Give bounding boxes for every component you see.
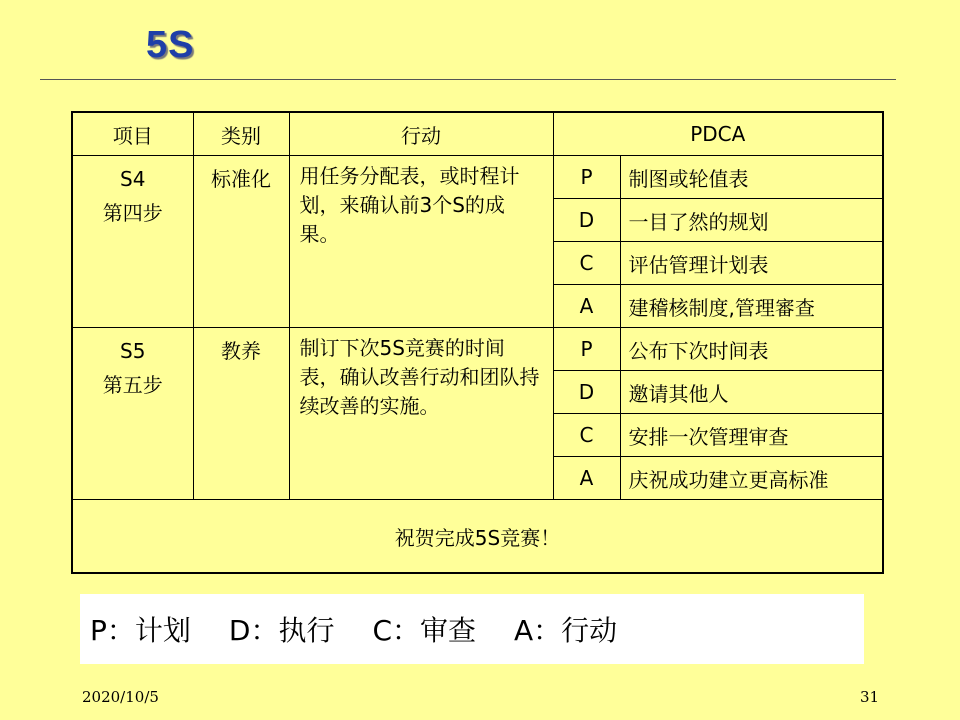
table-footer-row bbox=[72, 500, 883, 574]
legend-item: A：行动 bbox=[514, 614, 618, 647]
legend-item: D：执行 bbox=[228, 614, 335, 647]
pdca-letter: C bbox=[553, 242, 620, 285]
pdca-desc: 一目了然的规划 bbox=[620, 199, 883, 242]
pdca-letter: A bbox=[553, 457, 620, 500]
pdca-desc: 建稽核制度,管理審查 bbox=[620, 285, 883, 328]
table-footer-text: 祝贺完成5S竞赛！ bbox=[72, 500, 883, 574]
pdca-letter: P bbox=[553, 328, 620, 371]
slide-title: 5S bbox=[146, 24, 195, 66]
pdca-letter: P bbox=[553, 156, 620, 199]
footer-date: 2020/10/5 bbox=[82, 688, 159, 706]
item-step: 第四步 bbox=[102, 201, 163, 225]
action-cell: 用任务分配表，或时程计划，来确认前3个S的成果。 bbox=[289, 156, 553, 328]
item-code: S4 bbox=[120, 167, 146, 191]
pdca-legend bbox=[80, 594, 864, 664]
header-pdca: PDCA bbox=[553, 112, 883, 156]
legend-item: P：计划 bbox=[90, 614, 191, 647]
pdca-table bbox=[71, 111, 884, 574]
item-cell bbox=[72, 156, 193, 328]
pdca-desc: 制图或轮值表 bbox=[620, 156, 883, 199]
pdca-desc: 公布下次时间表 bbox=[620, 328, 883, 371]
item-step: 第五步 bbox=[102, 373, 163, 397]
category-cell: 教养 bbox=[193, 328, 289, 500]
header-action: 行动 bbox=[289, 112, 553, 156]
title-divider bbox=[40, 79, 896, 80]
pdca-letter: D bbox=[553, 371, 620, 414]
pdca-letter: A bbox=[553, 285, 620, 328]
table-row bbox=[72, 156, 883, 199]
table-header-row bbox=[72, 112, 883, 156]
item-cell bbox=[72, 328, 193, 500]
legend-item: C：审查 bbox=[372, 614, 477, 647]
action-cell: 制订下次5S竞赛的时间表，确认改善行动和团队持续改善的实施。 bbox=[289, 328, 553, 500]
pdca-letter: D bbox=[553, 199, 620, 242]
pdca-desc: 评估管理计划表 bbox=[620, 242, 883, 285]
pdca-letter: C bbox=[553, 414, 620, 457]
pdca-desc: 邀请其他人 bbox=[620, 371, 883, 414]
pdca-desc: 安排一次管理审查 bbox=[620, 414, 883, 457]
page-number: 31 bbox=[860, 688, 880, 706]
category-cell: 标准化 bbox=[193, 156, 289, 328]
header-item: 项目 bbox=[72, 112, 193, 156]
pdca-desc: 庆祝成功建立更高标准 bbox=[620, 457, 883, 500]
table-row bbox=[72, 328, 883, 371]
item-code: S5 bbox=[120, 339, 146, 363]
header-category: 类别 bbox=[193, 112, 289, 156]
